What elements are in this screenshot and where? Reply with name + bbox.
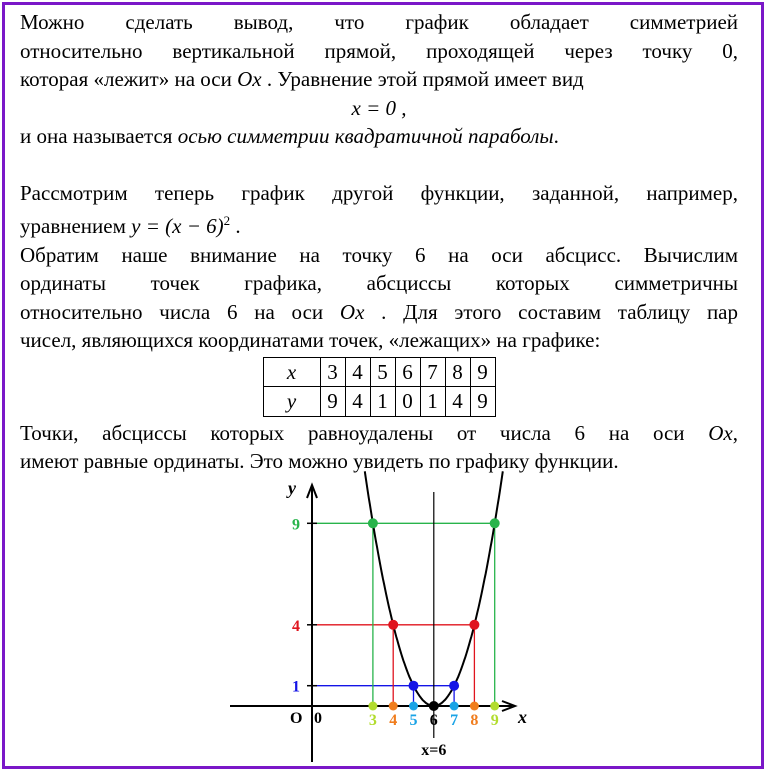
ox-symbol: Ox — [339, 299, 365, 324]
text-span: которая «лежит» на оси — [20, 67, 238, 91]
text-span: . — [230, 214, 241, 238]
axis-point — [490, 702, 499, 711]
curve-point — [368, 518, 378, 528]
paragraph-3-line-2: ординаты точек графика, абсциссы которых симметричны — [20, 271, 738, 295]
axis-point — [450, 702, 459, 711]
paragraph-3-line-1: Обратим наше внимание на точку 6 на оси абсцисс. Вычислим — [20, 242, 738, 267]
symmetry-axis-label: x=6 — [421, 742, 447, 759]
text-span: относительно числа 6 на оси — [20, 299, 340, 324]
paragraph-2-line-1: Рассмотрим теперь график другой функции, заданной, например, — [20, 180, 738, 205]
y-tick-label: 1 — [292, 678, 300, 696]
curve-point — [388, 620, 398, 630]
origin-label: O — [290, 710, 303, 727]
curve-point — [409, 681, 419, 691]
function-equation: y = (x − 6) — [131, 214, 224, 238]
axis-point — [429, 702, 438, 711]
y-tick-label: 9 — [292, 516, 300, 534]
table-cell: 7 — [420, 357, 445, 387]
table-cell: 0 — [395, 387, 420, 417]
x-tick-label: 9 — [490, 712, 499, 729]
table-cell: 3 — [320, 357, 345, 387]
x-tick-label: 3 — [368, 712, 377, 729]
table-header-y: y — [263, 387, 320, 417]
table-cell: 4 — [345, 387, 370, 417]
table-cell: 9 — [470, 357, 495, 387]
equation-x-0: x = 0 , — [351, 95, 407, 120]
curve-point — [469, 620, 479, 630]
x-tick-label: 7 — [450, 712, 459, 729]
table-cell: 4 — [345, 357, 370, 387]
curve-point — [449, 681, 459, 691]
table-cell: 4 — [445, 387, 470, 417]
table-cell: 5 — [370, 357, 395, 387]
ox-symbol: Ox — [237, 67, 262, 91]
text-span: . Для этого составим таблицу пар — [364, 299, 739, 324]
paragraph-1-line-2: относительно вертикальной прямой, проходящей через точку 0, — [20, 38, 738, 63]
x-tick-label: 4 — [389, 712, 398, 729]
table-cell: 1 — [370, 387, 395, 417]
table-cell: 9 — [320, 387, 345, 417]
axis-point — [389, 702, 398, 711]
paragraph-3-line-4: чисел, являющихся координатами точек, «лежащих» на графике: — [20, 328, 601, 352]
paragraph-1-line-1: Можно сделать вывод, что график обладает симметрией — [20, 10, 738, 34]
text-span: . — [553, 124, 559, 148]
table-cell: 9 — [470, 387, 495, 417]
curve-point — [490, 518, 500, 528]
exponent: 2 — [223, 213, 231, 228]
x-tick-label: 8 — [470, 712, 479, 729]
term-axis-of-symmetry: осью симметрии квадратичной параболы — [177, 124, 554, 148]
table-header-x: x — [263, 357, 320, 387]
x-axis-label: x — [518, 707, 527, 727]
text-span: . Уравнение этой прямой имеет вид — [261, 67, 584, 91]
text-span: и она называется — [20, 124, 178, 148]
table-cell: 6 — [395, 357, 420, 387]
x-tick-label: 5 — [409, 712, 418, 729]
text-span: уравнением — [20, 214, 132, 238]
axis-point — [368, 702, 377, 711]
axis-point — [409, 702, 418, 711]
zero-label: 0 — [314, 710, 322, 727]
text-span: , — [732, 420, 738, 445]
text-span: Точки, абсциссы которых равноудалены от числа 6 на оси — [20, 420, 709, 445]
x-tick-label: 6 — [429, 712, 438, 729]
paragraph-4-line-2: имеют равные ординаты. Это можно увидеть по графику функции. — [20, 449, 619, 473]
table-cell: 8 — [445, 357, 470, 387]
axis-point — [470, 702, 479, 711]
table-cell: 1 — [420, 387, 445, 417]
y-axis-label: y — [288, 478, 296, 498]
y-tick-label: 4 — [292, 617, 300, 635]
ox-symbol: Ox — [708, 420, 733, 445]
